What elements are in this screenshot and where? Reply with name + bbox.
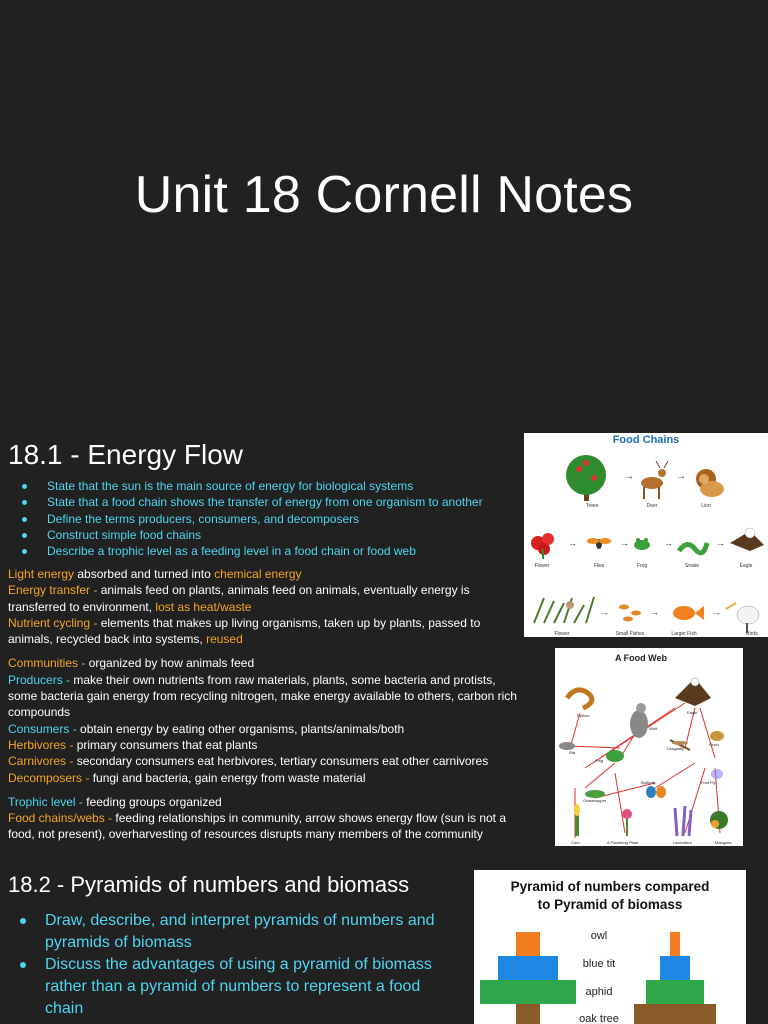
- note-nutrient-cycling: Nutrient cycling - elements that makes up living organisms, taken up by plants, passed to animals, recycled back into systems, reused: [8, 615, 481, 647]
- note-decomposers: Decomposers - fungi and bacteria, gain energy from waste material: [8, 770, 366, 785]
- objective-item: Describe a trophic level as a feeding level in a food chain or food web: [8, 543, 518, 559]
- note-carnivores: Carnivores - secondary consumers eat herbivores, tertiary consumers eat other carnivores: [8, 754, 489, 769]
- finch-icon: [710, 731, 724, 741]
- pyramid-title-line2: to Pyramid of biomass: [537, 897, 683, 912]
- svg-text:→: →: [712, 607, 721, 617]
- biomass-bluetit-bar: [660, 956, 690, 980]
- objective-item: Discuss the advantages of using a pyramid of biomass rather than a pyramid of numbers to represent a food chain: [8, 954, 438, 1020]
- note-herbivores: Herbivores - primary consumers that eat plants: [8, 737, 258, 752]
- svg-text:Fruit Fly: Fruit Fly: [701, 780, 716, 785]
- svg-text:Lion: Lion: [701, 503, 711, 509]
- grasshopper-icon: [585, 790, 605, 798]
- wolf-icon: [630, 703, 648, 738]
- svg-text:A Flowering Plant: A Flowering Plant: [607, 840, 639, 845]
- objective-item: State that the sun is the main source of energy for biological systems: [8, 478, 518, 494]
- svg-text:→: →: [664, 538, 673, 548]
- note-producers: Producers - make their own nutrients from raw materials, plants, some bacteria and protists, some bacteria gain energy from recycling nitrogen, make energy available to others, carbon rich compounds: [8, 672, 517, 720]
- fruit-fly-icon: [711, 769, 723, 779]
- svg-text:Mangoes: Mangoes: [715, 840, 732, 845]
- numbers-aphid-bar: [480, 980, 576, 1004]
- title-slide: [0, 0, 768, 422]
- level-label-bluetit: blue tit: [582, 958, 616, 970]
- energy-flow-slide: [0, 426, 768, 846]
- svg-text:→: →: [624, 471, 634, 482]
- pyramid-image: [474, 870, 746, 1024]
- tree-icon: [566, 455, 606, 501]
- notes-block: [8, 566, 518, 843]
- svg-text:Trees: Trees: [585, 503, 599, 509]
- objective-item: Construct simple food chains: [8, 527, 518, 543]
- svg-text:Deer: Deer: [646, 503, 658, 509]
- note-food-chains: Food chains/webs - feeding relationships in community, arrow shows energy flow (sun is not a food, not present), overharvesting of resources disrupts many members of the community: [8, 811, 507, 842]
- svg-text:Birds: Birds: [746, 631, 758, 637]
- svg-text:→: →: [620, 538, 629, 548]
- svg-text:Eagle: Eagle: [739, 563, 753, 569]
- svg-text:Snake: Snake: [684, 563, 700, 569]
- small-fish-icon: [619, 605, 641, 622]
- objectives-list: [8, 910, 438, 1020]
- level-label-owl: owl: [590, 930, 608, 942]
- svg-text:Dragonfly: Dragonfly: [667, 746, 685, 751]
- svg-text:→: →: [716, 538, 725, 548]
- svg-text:Lavenders: Lavenders: [673, 840, 692, 845]
- svg-text:Eagle: Eagle: [687, 710, 698, 715]
- large-fish-icon: [673, 606, 704, 620]
- svg-text:→: →: [650, 607, 659, 617]
- biomass-aphid-bar: [646, 980, 704, 1004]
- pyramids-slide: [0, 850, 768, 1024]
- svg-text:Flies: Flies: [593, 563, 605, 569]
- svg-text:Finch: Finch: [709, 742, 719, 747]
- section-title: 18.1 - Energy Flow: [8, 439, 243, 470]
- python-icon: [567, 690, 592, 708]
- bird-icon: [726, 603, 759, 633]
- eagle-icon: [675, 678, 711, 706]
- svg-text:Flower: Flower: [554, 631, 570, 637]
- objective-item: State that a food chain shows the transfer of energy from one organism to another: [8, 494, 518, 510]
- flower-icon: [531, 533, 554, 559]
- biomass-oaktree-bar: [634, 1004, 716, 1024]
- section-title: 18.2 - Pyramids of numbers and biomass: [8, 872, 410, 897]
- note-consumers: Consumers - obtain energy by eating other organisms, plants/animals/both: [8, 721, 405, 736]
- fly-icon: [587, 538, 611, 549]
- biomass-owl-bar: [670, 932, 680, 956]
- frog-icon: [634, 538, 650, 550]
- mango-icon: [710, 811, 728, 829]
- deer-icon: [641, 461, 668, 499]
- objective-item: Define the terms producers, consumers, and decomposers: [8, 511, 518, 527]
- numbers-oaktree-bar: [516, 1004, 540, 1024]
- svg-text:Flower: Flower: [534, 563, 550, 569]
- svg-text:Python: Python: [577, 713, 590, 718]
- svg-text:Butterfly: Butterfly: [641, 780, 656, 785]
- svg-text:Frog: Frog: [636, 563, 648, 569]
- food-web-title: A Food Web: [615, 653, 667, 663]
- svg-text:→: →: [676, 471, 686, 482]
- svg-text:→: →: [600, 607, 609, 617]
- numbers-bluetit-bar: [498, 956, 558, 980]
- objective-item: Draw, describe, and interpret pyramids of numbers and pyramids of biomass: [8, 910, 438, 954]
- eagle-icon: [730, 528, 764, 551]
- svg-text:Rat: Rat: [569, 750, 576, 755]
- svg-text:Wolf: Wolf: [649, 726, 657, 731]
- objectives-list: [8, 478, 518, 559]
- svg-text:Frog: Frog: [595, 758, 604, 763]
- food-chains-image: [524, 433, 768, 637]
- note-light-energy: Light energy absorbed and turned into chemical energy: [8, 567, 302, 581]
- level-label-aphid: aphid: [585, 986, 613, 998]
- note-energy-transfer: Energy transfer - animals feed on plants, animals feed on animals, eventually energy is transferred to environment, lost as heat/waste: [8, 583, 470, 614]
- svg-text:Larger Fish: Larger Fish: [671, 631, 697, 637]
- level-label-oaktree: oak tree: [579, 1013, 619, 1024]
- plant-icon: [534, 597, 594, 623]
- svg-text:Corn: Corn: [571, 840, 580, 845]
- numbers-owl-bar: [516, 932, 540, 956]
- rat-icon: [559, 742, 575, 750]
- svg-text:Grasshopper: Grasshopper: [583, 798, 607, 803]
- food-web-image: [555, 648, 743, 846]
- pyramid-title-line1: Pyramid of numbers compared: [510, 879, 710, 894]
- svg-text:Small Fishes: Small Fishes: [615, 631, 645, 637]
- lion-icon: [696, 469, 724, 497]
- frog-icon: [606, 750, 624, 762]
- note-trophic-level: Trophic level - feeding groups organized: [8, 794, 222, 809]
- note-communities: Communities - organized by how animals feed: [8, 656, 255, 671]
- slide-title: Unit 18 Cornell Notes: [134, 166, 634, 224]
- snake-icon: [679, 543, 707, 553]
- food-chains-title: Food Chains: [612, 434, 680, 446]
- svg-text:→: →: [568, 538, 577, 548]
